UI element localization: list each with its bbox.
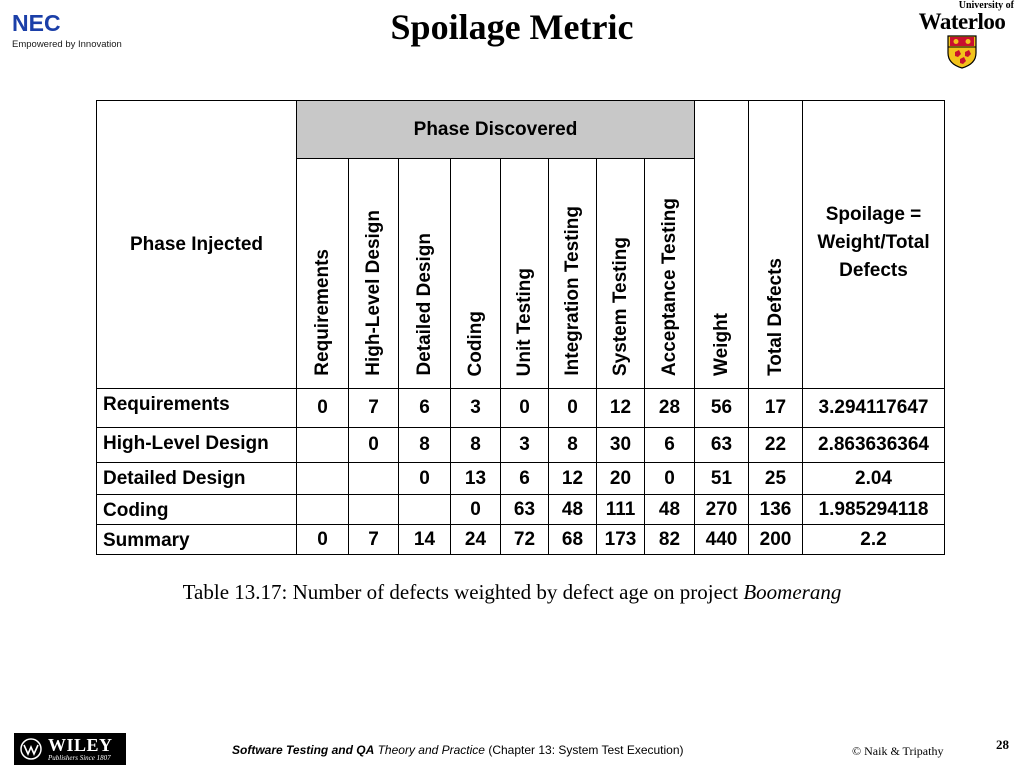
caption-text: Table 13.17: Number of defects weighted by defect age on project	[182, 580, 744, 604]
table-cell: 7	[349, 525, 399, 555]
table-cell	[349, 495, 399, 525]
table-cell: 0	[645, 463, 695, 495]
table-cell: 28	[645, 389, 695, 428]
table-cell: 24	[451, 525, 501, 555]
spoilage-header: Spoilage = Weight/Total Defects	[803, 101, 945, 389]
table-cell: 63	[501, 495, 549, 525]
table-cell: 13	[451, 463, 501, 495]
table-cell: 0	[451, 495, 501, 525]
weight-cell: 270	[695, 495, 749, 525]
table-cell: 8	[549, 428, 597, 463]
row-label: Detailed Design	[97, 463, 297, 495]
column-header: Coding	[451, 159, 501, 389]
phase-discovered-header: Phase Discovered	[297, 101, 695, 159]
weight-cell: 51	[695, 463, 749, 495]
table-cell: 48	[645, 495, 695, 525]
table-cell: 14	[399, 525, 451, 555]
table-cell: 173	[597, 525, 645, 555]
table-cell: 8	[399, 428, 451, 463]
column-header: Acceptance Testing	[645, 159, 695, 389]
table-cell	[399, 495, 451, 525]
row-label: Coding	[97, 495, 297, 525]
column-header: Integration Testing	[549, 159, 597, 389]
weight-header: Weight	[695, 101, 749, 389]
table-cell: 111	[597, 495, 645, 525]
table-cell: 0	[349, 428, 399, 463]
wiley-wordmark: WILEY	[48, 735, 113, 755]
table-cell	[349, 463, 399, 495]
table-cell: 72	[501, 525, 549, 555]
spoilage-cell: 2.863636364	[803, 428, 945, 463]
total-cell: 200	[749, 525, 803, 555]
row-label: Requirements	[97, 389, 297, 428]
table-cell: 0	[549, 389, 597, 428]
table-cell: 48	[549, 495, 597, 525]
table-cell: 20	[597, 463, 645, 495]
table-caption	[0, 580, 1024, 605]
table-cell: 0	[297, 389, 349, 428]
phase-injected-header: Phase Injected	[97, 101, 297, 389]
weight-cell: 63	[695, 428, 749, 463]
column-header: High-Level Design	[349, 159, 399, 389]
table-cell: 0	[501, 389, 549, 428]
table-cell: 7	[349, 389, 399, 428]
table-cell: 3	[451, 389, 501, 428]
spoilage-cell: 2.04	[803, 463, 945, 495]
table-cell: 12	[549, 463, 597, 495]
waterloo-logo	[904, 0, 1020, 69]
spoilage-cell: 2.2	[803, 525, 945, 555]
table-cell: 8	[451, 428, 501, 463]
waterloo-wordmark: Waterloo	[918, 9, 1006, 34]
wiley-emblem-icon	[18, 737, 44, 761]
summary-row	[97, 525, 945, 555]
total-cell: 17	[749, 389, 803, 428]
table-cell	[297, 463, 349, 495]
page-number: 28	[996, 737, 1009, 752]
table-cell: 0	[297, 525, 349, 555]
table-cell: 0	[399, 463, 451, 495]
table-cell	[297, 495, 349, 525]
table-cell	[297, 428, 349, 463]
table-cell: 12	[597, 389, 645, 428]
wiley-subtitle: Publishers Since 1807	[48, 754, 111, 762]
column-header: Unit Testing	[501, 159, 549, 389]
total-cell: 22	[749, 428, 803, 463]
table-cell: 6	[645, 428, 695, 463]
column-header: System Testing	[597, 159, 645, 389]
slide-title: Spoilage Metric	[390, 7, 634, 47]
footer-chapter: (Chapter 13: System Test Execution)	[488, 743, 684, 757]
table-cell: 30	[597, 428, 645, 463]
footer-book-subtitle: Theory and Practice	[377, 743, 485, 757]
row-label: High-Level Design	[97, 428, 297, 463]
table-cell: 82	[645, 525, 695, 555]
table-cell: 3	[501, 428, 549, 463]
weight-cell: 440	[695, 525, 749, 555]
nec-wordmark: NEC	[12, 10, 61, 36]
waterloo-crest-icon	[947, 35, 977, 69]
table-row	[97, 428, 945, 463]
footer-authors: © Naik & Tripathy	[852, 744, 944, 758]
spoilage-cell: 3.294117647	[803, 389, 945, 428]
nec-tagline: Empowered by Innovation	[12, 39, 122, 50]
table-cell: 68	[549, 525, 597, 555]
column-header: Detailed Design	[399, 159, 451, 389]
waterloo-university-text: University of	[958, 0, 1014, 11]
total-cell: 136	[749, 495, 803, 525]
wiley-logo	[14, 733, 126, 765]
column-header: Requirements	[297, 159, 349, 389]
footer-book-info	[232, 743, 684, 757]
table-cell: 6	[501, 463, 549, 495]
spoilage-table	[96, 100, 945, 555]
caption-project: Boomerang	[743, 580, 842, 604]
total-defects-header: Total Defects	[749, 101, 803, 389]
table-row	[97, 463, 945, 495]
total-cell: 25	[749, 463, 803, 495]
table-cell: 6	[399, 389, 451, 428]
spoilage-cell: 1.985294118	[803, 495, 945, 525]
table-row	[97, 495, 945, 525]
table-row	[97, 389, 945, 428]
spoilage-table-container	[96, 100, 945, 555]
footer-book-title: Software Testing and QA	[232, 743, 375, 757]
weight-cell: 56	[695, 389, 749, 428]
row-label: Summary	[97, 525, 297, 555]
